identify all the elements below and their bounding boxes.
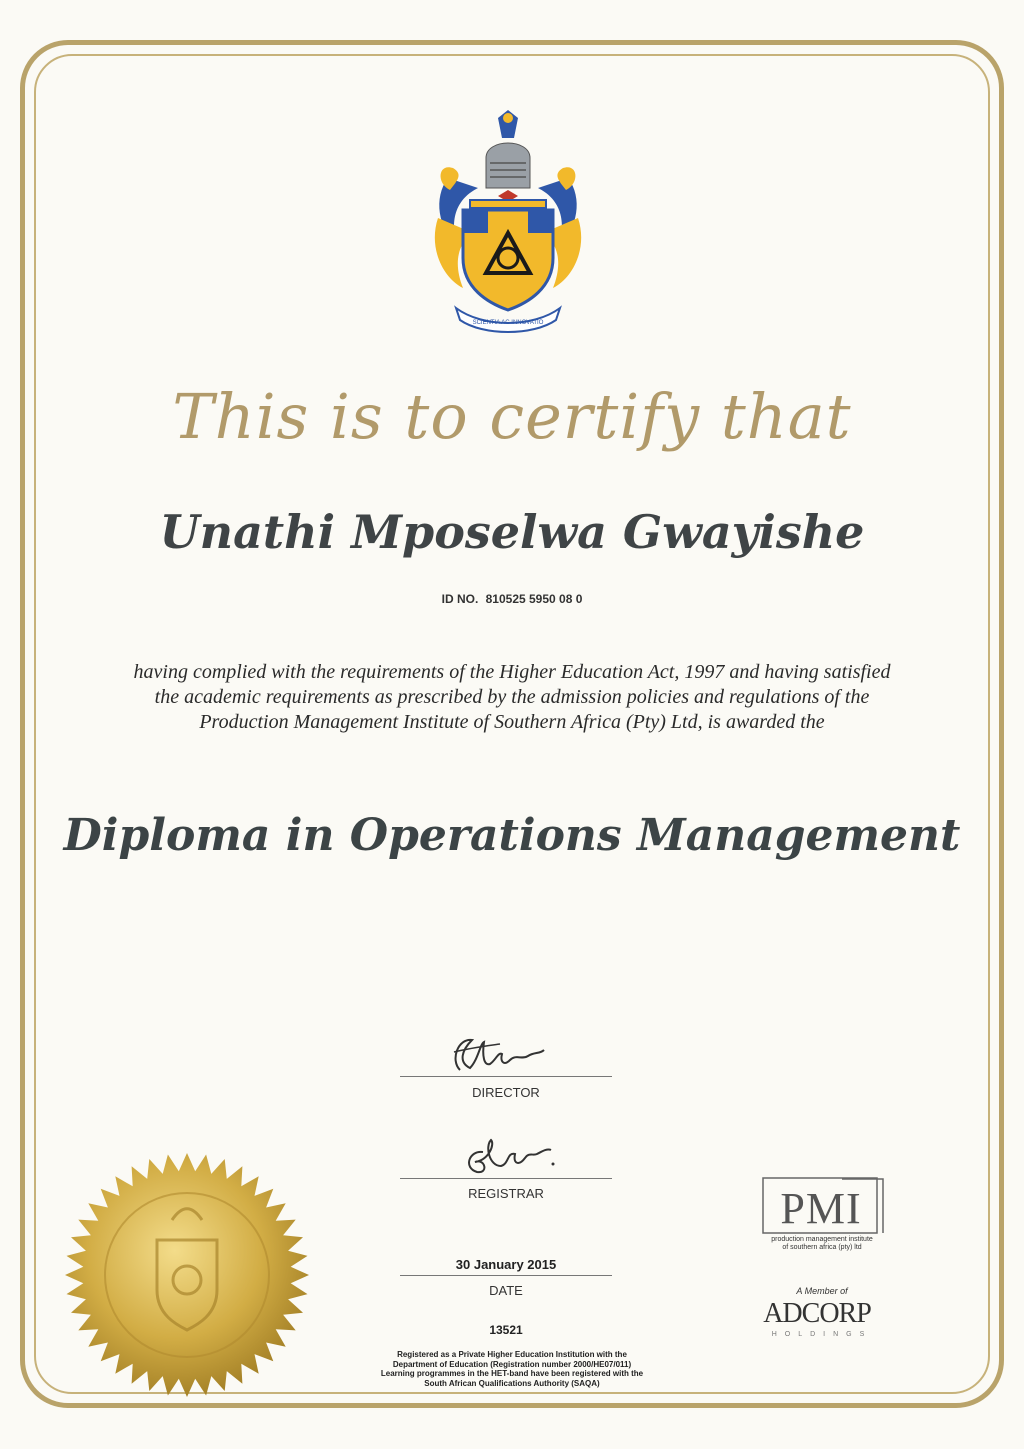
id-label: ID NO. (441, 592, 479, 606)
compliance-statement (0, 660, 1024, 735)
adcorp-member-label: A Member of (796, 1286, 848, 1296)
registrar-signature-icon (455, 1132, 565, 1182)
id-number: 810525 5950 08 0 (485, 592, 583, 606)
registrar-signature-line (400, 1178, 612, 1179)
award-title: Diploma in Operations Management (63, 810, 961, 861)
director-signature-icon (440, 1030, 550, 1078)
id-number-line (0, 592, 1024, 606)
adcorp-logo-text: ADCORP (763, 1298, 871, 1329)
footer-line-1: Registered as a Private Higher Education Institution with the (397, 1350, 627, 1359)
director-signature-line (400, 1076, 612, 1077)
registration-footer (300, 1350, 724, 1388)
coat-of-arms-icon (428, 108, 588, 338)
pmi-subtitle-2: of southern africa (pty) ltd (782, 1244, 862, 1251)
certificate-number: 13521 (489, 1323, 523, 1337)
statement-line-3: Production Management Institute of Southern Africa (Pty) Ltd, is awarded the (199, 711, 825, 733)
statement-line-1: having complied with the requirements of the Higher Education Act, 1997 and having satisfied (133, 661, 891, 683)
date-label: DATE (489, 1283, 523, 1298)
issue-date: 30 January 2015 (455, 1257, 557, 1272)
footer-line-3: Learning programmes in the HET-band have been registered with the (380, 1369, 644, 1378)
adcorp-holdings-text: HOLDINGS (771, 1331, 873, 1338)
recipient-name: Unathi Mposelwa Gwayishe (159, 505, 865, 559)
gold-seal-icon (62, 1150, 312, 1400)
certify-heading: This is to certify that (172, 380, 852, 453)
date-line (400, 1275, 612, 1276)
registrar-label: REGISTRAR (468, 1186, 544, 1201)
statement-line-2: the academic requirements as prescribed by the admission policies and regulations of the (154, 686, 870, 708)
footer-line-4: South African Qualifications Authority (SAQA) (424, 1378, 600, 1388)
pmi-subtitle-1: production management institute (771, 1236, 873, 1243)
crest-motto: SCIENTIA AC INNOVATIO (472, 320, 544, 326)
pmi-logo-text: PMI (780, 1184, 862, 1233)
footer-line-2: Department of Education (Registration number 2000/HE07/011) (392, 1359, 632, 1369)
director-label: DIRECTOR (472, 1085, 540, 1100)
